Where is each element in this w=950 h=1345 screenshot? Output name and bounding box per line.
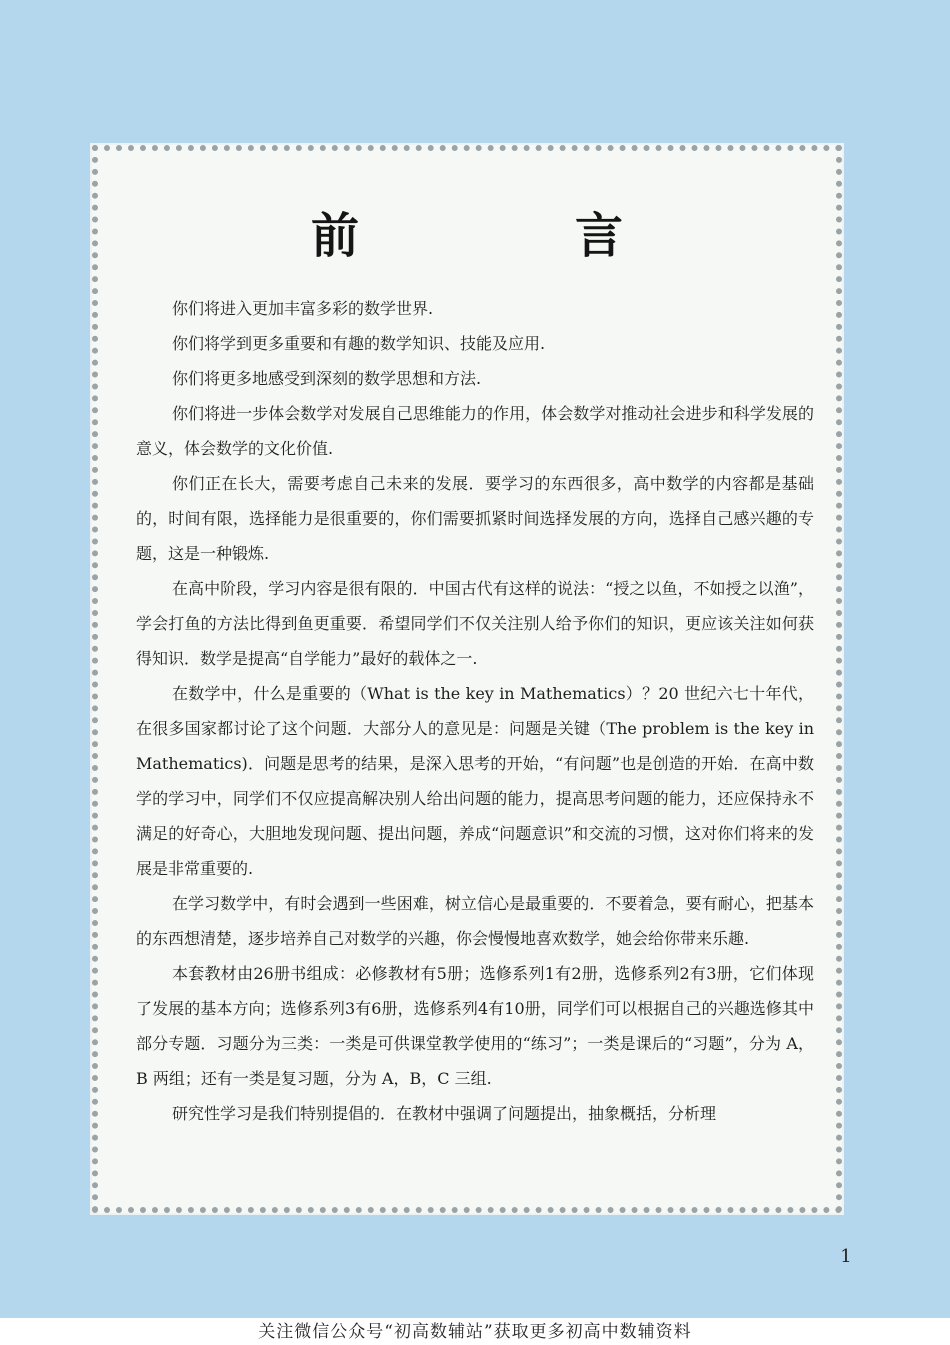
paragraph: 你们将学到更多重要和有趣的数学知识、技能及应用. — [172, 334, 546, 353]
page-number: 1 — [840, 1246, 852, 1267]
paragraph: 在数学中，什么是重要的（What is the key in Mathematics）？20 世纪六七十年代，在很多国家都讨论了这个问题．大部分人的意见是：问题是关键（The problem is the key in Mathematics)．问题是思考的结果，是深入思考的开始，“有问题”也是创造的开始．在高中数学的学习中，同学们不仅应提高解决别人给出问题的能力，提高思考问题的能力，还应保持永不满足的好奇心，大胆地发现问题、提出问题，养成“问题意识”和交流的习惯，这对你们将来的发展是非常重要的. — [136, 684, 814, 878]
paragraph: 在学习数学中，有时会遇到一些困难，树立信心是最重要的．不要着急，要有耐心，把基本的东西想清楚，逐步培养自己对数学的兴趣，你会慢慢地喜欢数学，她会给你带来乐趣. — [136, 894, 814, 948]
paragraph: 你们将进一步体会数学对发展自己思维能力的作用，体会数学对推动社会进步和科学发展的意义，体会数学的文化价值. — [136, 404, 814, 458]
paragraph: 研究性学习是我们特别提倡的．在教材中强调了问题提出，抽象概括，分析理 — [172, 1104, 717, 1123]
paragraph: 你们将进入更加丰富多彩的数学世界. — [172, 299, 434, 318]
preface-frame — [92, 145, 842, 1213]
paragraph: 在高中阶段，学习内容是很有限的．中国古代有这样的说法：“授之以鱼，不如授之以渔”，学会打鱼的方法比得到鱼更重要．希望同学们不仅关注别人给予你们的知识，更应该关注如何获得知识．数学是提高“自学能力”最好的载体之一. — [136, 579, 814, 668]
paragraph: 你们将更多地感受到深刻的数学思想和方法. — [172, 369, 482, 388]
page-title: 前 言 — [310, 208, 707, 264]
paragraph: 你们正在长大，需要考虑自己未来的发展．要学习的东西很多，高中数学的内容都是基础的，时间有限，选择能力是很重要的，你们需要抓紧时间选择发展的方向，选择自己感兴趣的专题，这是一种锻炼. — [136, 474, 814, 563]
footer-note: 关注微信公众号“初高数辅站”获取更多初高中数辅资料 — [258, 1322, 692, 1342]
preface-body — [136, 291, 814, 1131]
paragraph: 本套教材由26册书组成：必修教材有5册；选修系列1有2册，选修系列2有3册，它们体现了发展的基本方向；选修系列3有6册，选修系列4有10册，同学们可以根据自己的兴趣选修其中部分专题．习题分为三类：一类是可供课堂教学使用的“练习”；一类是课后的“习题”，分为 A，B 两组；还有一类是复习题，分为 A，B，C 三组. — [136, 964, 814, 1088]
